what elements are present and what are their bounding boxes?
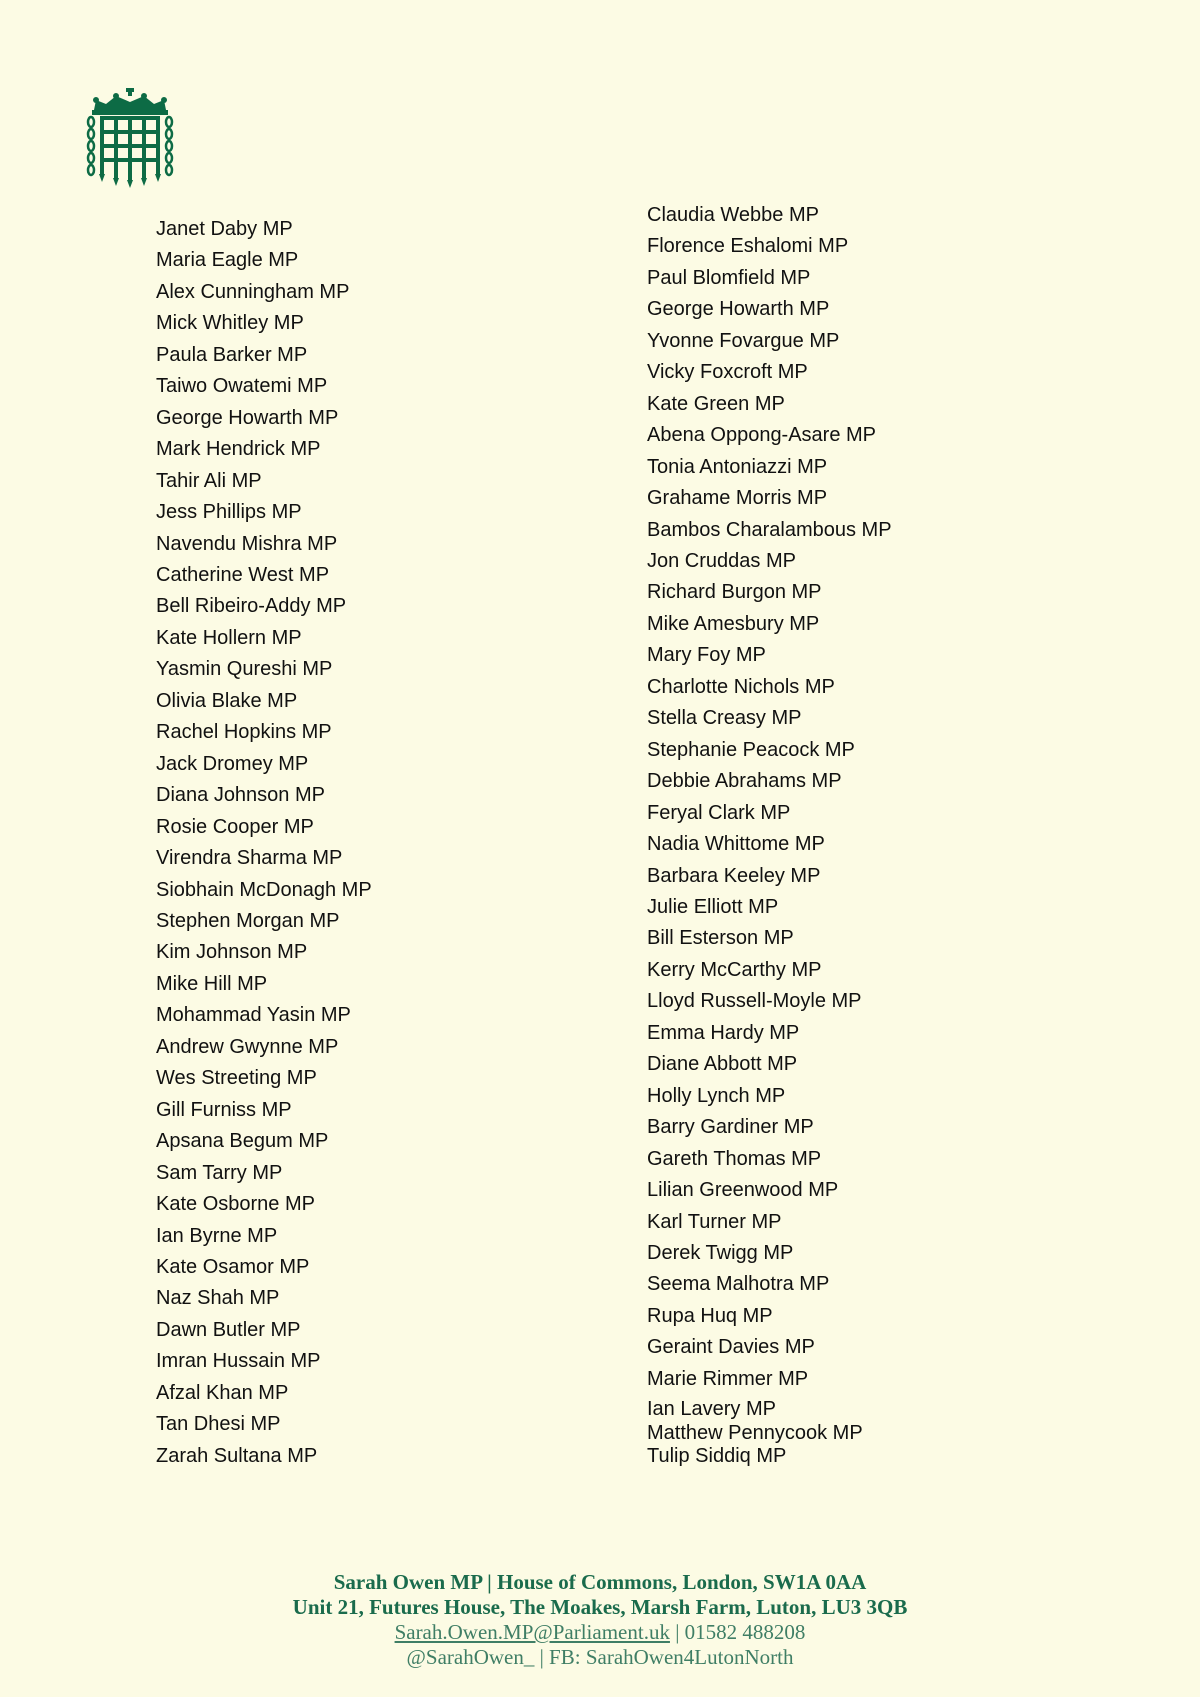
list-item: Mike Hill MP bbox=[156, 972, 268, 995]
list-item: Feryal Clark MP bbox=[647, 801, 791, 824]
list-item: Rupa Huq MP bbox=[647, 1304, 773, 1327]
list-item: Diana Johnson MP bbox=[156, 784, 325, 807]
list-item: Kate Osamor MP bbox=[156, 1255, 310, 1278]
list-item: Stephen Morgan MP bbox=[156, 909, 340, 932]
list-item: Grahame Morris MP bbox=[647, 487, 828, 510]
portcullis-icon bbox=[86, 88, 174, 188]
list-item: Mohammad Yasin MP bbox=[156, 1004, 351, 1027]
list-item: Barry Gardiner MP bbox=[647, 1116, 814, 1139]
list-item: Gill Furniss MP bbox=[156, 1098, 292, 1121]
list-item: Rachel Hopkins MP bbox=[156, 721, 332, 744]
list-item: Siobhain McDonagh MP bbox=[156, 878, 372, 901]
list-item: Dawn Butler MP bbox=[156, 1318, 301, 1341]
phone-number: | 01582 488208 bbox=[669, 1620, 806, 1644]
list-item: Afzal Khan MP bbox=[156, 1381, 289, 1404]
footer-address-westminster: Sarah Owen MP | House of Commons, London, SW1A 0AA bbox=[333, 1570, 867, 1594]
list-item: Paula Barker MP bbox=[156, 343, 308, 366]
list-item: Alex Cunningham MP bbox=[156, 280, 350, 303]
list-item: Kate Green MP bbox=[647, 392, 785, 415]
list-item: Kate Hollern MP bbox=[156, 626, 302, 649]
list-item: Tonia Antoniazzi MP bbox=[647, 455, 828, 478]
list-item: Mike Amesbury MP bbox=[647, 612, 820, 635]
list-item: Bell Ribeiro-Addy MP bbox=[156, 595, 347, 618]
list-item: Abena Oppong-Asare MP bbox=[647, 424, 877, 447]
list-item: Claudia Webbe MP bbox=[647, 204, 819, 226]
list-item: Ian Byrne MP bbox=[156, 1224, 278, 1247]
list-item: Vicky Foxcroft MP bbox=[647, 361, 808, 384]
list-item: Kate Osborne MP bbox=[156, 1193, 315, 1216]
list-item: Jon Cruddas MP bbox=[647, 549, 796, 572]
footer-social: @SarahOwen_ | FB: SarahOwen4LutonNorth bbox=[406, 1645, 794, 1669]
list-item: Tan Dhesi MP bbox=[156, 1413, 281, 1436]
list-item: Derek Twigg MP bbox=[647, 1241, 794, 1264]
list-item: Julie Elliott MP bbox=[647, 895, 779, 918]
list-item: Jack Dromey MP bbox=[156, 752, 309, 775]
list-item: Andrew Gwynne MP bbox=[156, 1035, 339, 1058]
list-item: Diane Abbott MP bbox=[647, 1053, 798, 1076]
list-item: Paul Blomfield MP bbox=[647, 266, 811, 289]
list-item: Mary Foy MP bbox=[647, 644, 766, 667]
list-item: Imran Hussain MP bbox=[156, 1350, 321, 1373]
list-item: Gareth Thomas MP bbox=[647, 1147, 822, 1170]
list-item: Charlotte Nichols MP bbox=[647, 675, 835, 698]
list-item: Zarah Sultana MP bbox=[156, 1444, 318, 1467]
list-item: Seema Malhotra MP bbox=[647, 1273, 830, 1296]
left-signatory-list bbox=[156, 214, 372, 1472]
list-item: Sam Tarry MP bbox=[156, 1161, 283, 1184]
list-item: Navendu Mishra MP bbox=[156, 532, 338, 555]
list-item: Richard Burgon MP bbox=[647, 581, 822, 604]
right-signatory-list-tail bbox=[647, 1398, 863, 1469]
list-item: Apsana Begum MP bbox=[156, 1130, 329, 1153]
list-item: George Howarth MP bbox=[647, 298, 830, 321]
list-item: Maria Eagle MP bbox=[156, 249, 299, 272]
list-item: Kerry McCarthy MP bbox=[647, 958, 822, 981]
list-item: Stephanie Peacock MP bbox=[647, 738, 855, 761]
footer-address-constituency: Unit 21, Futures House, The Moakes, Marsh Farm, Luton, LU3 3QB bbox=[292, 1595, 908, 1619]
list-item: Wes Streeting MP bbox=[156, 1067, 317, 1090]
list-item: Taiwo Owatemi MP bbox=[156, 375, 328, 398]
list-item: Rosie Cooper MP bbox=[156, 815, 314, 838]
list-item: Yasmin Qureshi MP bbox=[156, 658, 333, 681]
list-item: Barbara Keeley MP bbox=[647, 864, 821, 887]
list-item: Nadia Whittome MP bbox=[647, 833, 825, 856]
list-item: Catherine West MP bbox=[156, 563, 330, 586]
list-item: Ian Lavery MP bbox=[647, 1398, 776, 1420]
list-item: Yvonne Fovargue MP bbox=[647, 329, 840, 352]
list-item: George Howarth MP bbox=[156, 406, 339, 429]
list-item: Mark Hendrick MP bbox=[156, 438, 321, 461]
list-item: Lilian Greenwood MP bbox=[647, 1179, 839, 1202]
list-item: Virendra Sharma MP bbox=[156, 847, 343, 870]
list-item: Stella Creasy MP bbox=[647, 707, 802, 730]
list-item: Lloyd Russell-Moyle MP bbox=[647, 990, 862, 1013]
list-item: Geraint Davies MP bbox=[647, 1336, 815, 1359]
list-item: Olivia Blake MP bbox=[156, 689, 298, 712]
list-item: Tulip Siddiq MP bbox=[647, 1445, 787, 1467]
list-item: Emma Hardy MP bbox=[647, 1021, 800, 1044]
list-item: Naz Shah MP bbox=[156, 1287, 280, 1310]
list-item: Matthew Pennycook MP bbox=[647, 1421, 863, 1444]
list-item: Bambos Charalambous MP bbox=[647, 518, 892, 541]
right-signatory-list bbox=[647, 200, 892, 1395]
list-item: Marie Rimmer MP bbox=[647, 1367, 809, 1390]
list-item: Florence Eshalomi MP bbox=[647, 235, 849, 258]
list-item: Karl Turner MP bbox=[647, 1210, 782, 1233]
list-item: Mick Whitley MP bbox=[156, 312, 304, 335]
list-item: Jess Phillips MP bbox=[156, 501, 302, 524]
list-item: Bill Esterson MP bbox=[647, 927, 794, 950]
list-item: Debbie Abrahams MP bbox=[647, 770, 842, 793]
email-link[interactable]: Sarah.Owen.MP@Parliament.uk bbox=[394, 1620, 670, 1644]
list-item: Holly Lynch MP bbox=[647, 1084, 786, 1107]
letter-footer bbox=[0, 1570, 1200, 1670]
list-item: Tahir Ali MP bbox=[156, 469, 262, 492]
footer-contact bbox=[0, 1620, 1200, 1645]
list-item: Janet Daby MP bbox=[156, 218, 293, 240]
list-item: Kim Johnson MP bbox=[156, 941, 308, 964]
